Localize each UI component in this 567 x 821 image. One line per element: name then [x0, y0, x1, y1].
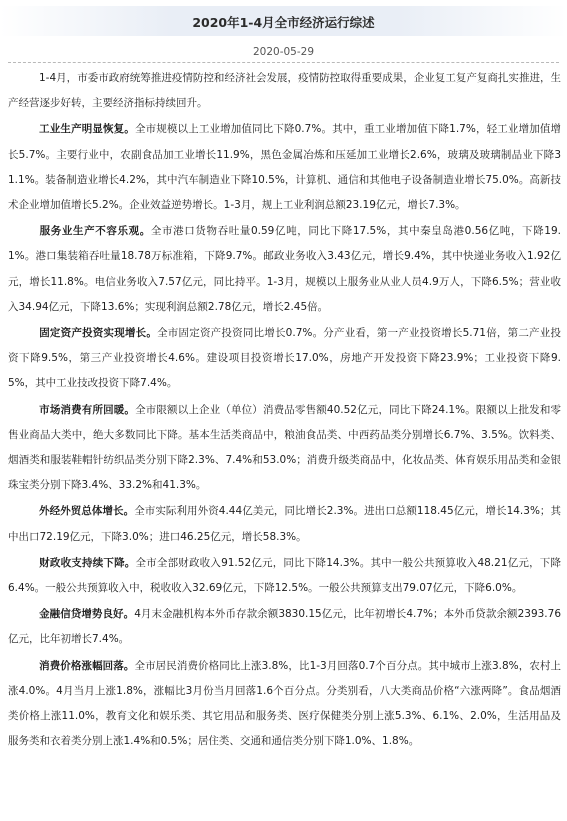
section-heading: 金融信贷增势良好。: [39, 608, 135, 621]
article-title: 2020年1-4月全市经济运行综述: [192, 15, 375, 30]
article-body: [8, 65, 561, 754]
section-heading: 财政收支持续下降。: [39, 556, 136, 569]
section-heading: 服务业生产不容乐观。: [39, 225, 151, 238]
section-text: 全市实际利用外资4.44亿美元，同比增长2.3%。进出口总额118.45亿元，增长14.3%；其中出口72.19亿元，下降3.0%；进口46.25亿元，增长58.3%。: [8, 505, 562, 543]
section-text: 全市规模以上工业增加值同比下降0.7%。其中，重工业增加值下降1.7%，轻工业增加值增长5.7%。主要行业中，农副食品加工业增长11.9%，黑色金属冶炼和压延加工业增长2.6%，玻璃及玻璃制品业下降31.1%。装备制造业增长4.2%，其中汽车制造业下降10.5%，计算机、通信和其他电子设备制造业增长75.0%。高新技术企业增加值增长5.2%。企业效益逆势增长。1-3月，规上工业利润总额23.19亿元，增长7.3%。: [8, 123, 561, 212]
section-text: 4月末金融机构本外币存款余额3830.15亿元，比年初增长4.7%；本外币贷款余额2393.76亿元，比年初增长7.4%。: [8, 608, 561, 646]
section-investment: [8, 320, 561, 397]
section-text: 全市港口货物吞吐量0.59亿吨，同比下降17.5%，其中秦皇岛港0.56亿吨，下降19.1%。港口集装箱吞吐量18.78万标准箱，下降9.7%。邮政业务收入3.43亿元，增长9.4%，其中快递业务收入1.92亿元，增长11.8%。电信业务收入7.57亿元，同比持平。1-3月，规模以上服务业从业人员4.9万人，下降6.5%；营业收入34.94亿元，下降13.6%；实现利润总额2.78亿元，增长2.45倍。: [8, 225, 561, 313]
section-text: 全市全部财政收入91.52亿元，同比下降14.3%。其中一般公共预算收入48.21亿元，下降6.4%。一般公共预算收入中，税收收入32.69亿元，下降12.5%。一般公共预算支出79.07亿元，下降6.0%。: [8, 556, 561, 595]
intro-paragraph: [8, 65, 561, 116]
section-heading: 工业生产明显恢复。: [39, 123, 135, 136]
section-consumption: [8, 397, 561, 499]
publish-date: 2020-05-29: [252, 46, 315, 58]
section-text: 全市固定资产投资同比增长0.7%。分产业看，第一产业投资增长5.71倍，第二产业投资下降9.5%，第三产业投资增长4.6%。建设项目投资增长17.0%，房地产开发投资下降23.9%；工业投资下降9.5%，其中工业技改投资下降7.4%。: [8, 327, 561, 390]
title-divider: [8, 62, 559, 63]
section-industry: [8, 116, 561, 218]
section-text: 全市居民消费价格同比上涨3.8%，比1-3月回落0.7个百分点。其中城市上涨3.8%，农村上涨4.0%。4月当月上涨1.8%，涨幅比3月份当月回落1.6个百分点。分类别看，八大类商品价格“六涨两降”。食品烟酒类价格上涨11.0%，教育文化和娱乐类、其它用品和服务类、医疗保健类分别上涨5.3%、6.1%、2.0%，生活用品及服务类和衣着类分别上涨1.4%和0.5%；居住类、交通和通信类分别下降1.0%、1.8%。: [8, 659, 562, 748]
section-heading: 消费价格涨幅回落。: [39, 659, 135, 672]
section-heading: 外经外贸总体增长。: [39, 505, 135, 518]
section-finance: [8, 550, 561, 601]
section-prices: [8, 653, 561, 755]
section-text: 全市限额以上企业（单位）消费品零售额40.52亿元，同比下降24.1%。限额以上批发和零售业商品大类中，绝大多数同比下降。基本生活类商品中，粮油食品类、中西药品类分别增长6.7%、3.5%。饮料类、烟酒类和服装鞋帽针纺织品类分别下降2.3%、7.4%和53.0%；消费升级类商品中，化妆品类、体育娱乐用品类和金银珠宝类分别下降3.4%、33.2%和41.3%。: [8, 403, 561, 492]
section-credit: [8, 601, 561, 652]
section-heading: 市场消费有所回暖。: [39, 403, 136, 416]
section-trade: [8, 498, 561, 549]
section-heading: 固定资产投资实现增长。: [39, 327, 158, 340]
section-services: [8, 218, 561, 320]
intro-text: 1-4月，市委市政府统筹推进疫情防控和经济社会发展，疫情防控取得重要成果，企业复工复产复商扎实推进，生产经营逐步好转，主要经济指标持续回升。: [8, 72, 561, 110]
